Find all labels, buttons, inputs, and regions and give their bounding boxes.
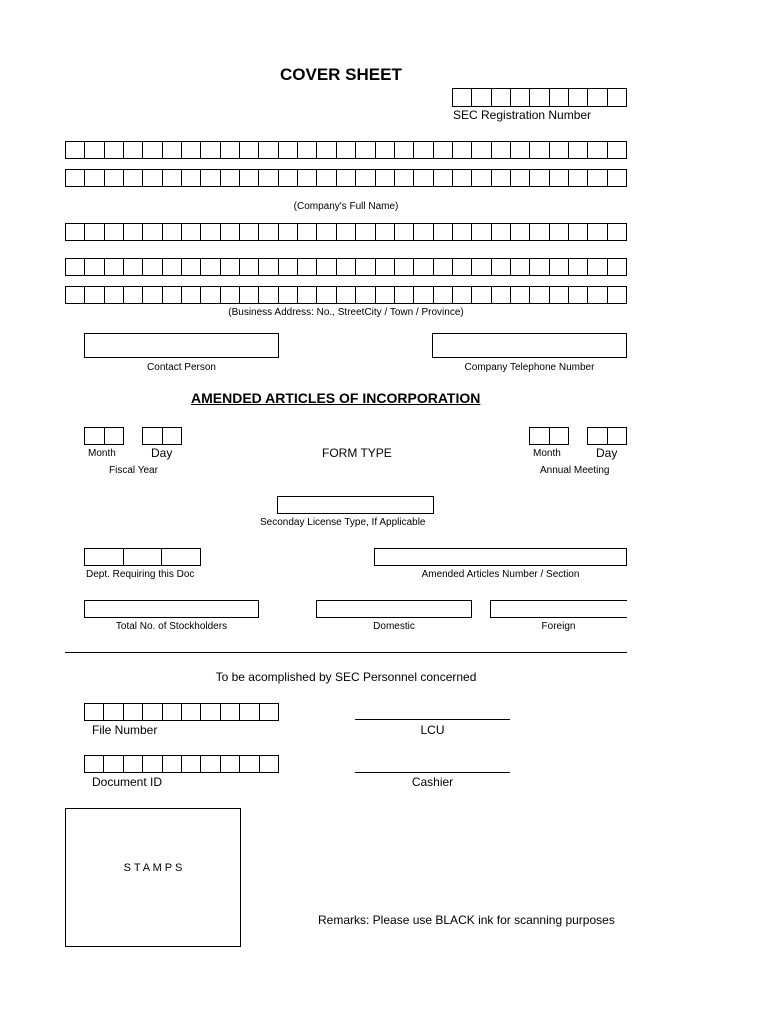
- grid-cell[interactable]: [163, 704, 182, 720]
- form-type-label: FORM TYPE: [322, 446, 392, 460]
- grid-cell[interactable]: [434, 142, 453, 158]
- grid-cell[interactable]: [492, 224, 511, 240]
- grid-cell[interactable]: [259, 259, 278, 275]
- grid-cell[interactable]: [279, 287, 298, 303]
- grid-cell[interactable]: [414, 142, 433, 158]
- grid-cell[interactable]: [105, 142, 124, 158]
- grid-cell[interactable]: [337, 287, 356, 303]
- company-name-grid-2[interactable]: [65, 169, 627, 187]
- sec-registration-label: SEC Registration Number: [453, 108, 592, 122]
- grid-cell[interactable]: [550, 224, 569, 240]
- grid-cell[interactable]: [298, 259, 317, 275]
- lcu-signature-line[interactable]: [355, 719, 510, 720]
- grid-cell[interactable]: [279, 224, 298, 240]
- grid-cell[interactable]: [414, 224, 433, 240]
- grid-cell[interactable]: [182, 170, 201, 186]
- grid-cell[interactable]: [105, 287, 124, 303]
- annual-day-label: Day: [596, 446, 618, 460]
- grid-cell[interactable]: [85, 142, 104, 158]
- company-telephone-label: Company Telephone Number: [464, 362, 595, 373]
- grid-cell[interactable]: [124, 224, 143, 240]
- grid-cell[interactable]: [492, 142, 511, 158]
- fiscal-month-label: Month: [88, 448, 116, 459]
- grid-cell[interactable]: [511, 170, 530, 186]
- fiscal-day-grid[interactable]: [142, 427, 182, 445]
- grid-cell[interactable]: [337, 170, 356, 186]
- grid-cell[interactable]: [221, 224, 240, 240]
- grid-cell[interactable]: [395, 170, 414, 186]
- grid-cell[interactable]: [163, 428, 182, 444]
- company-name-label: (Company's Full Name): [293, 201, 399, 212]
- grid-cell[interactable]: [143, 704, 162, 720]
- grid-cell[interactable]: [201, 704, 220, 720]
- grid-cell[interactable]: [588, 142, 607, 158]
- grid-cell[interactable]: [85, 170, 104, 186]
- grid-cell[interactable]: [453, 170, 472, 186]
- grid-cell[interactable]: [298, 224, 317, 240]
- stockholders-label: Total No. of Stockholders: [115, 621, 228, 632]
- grid-cell[interactable]: [588, 89, 607, 106]
- grid-cell[interactable]: [511, 259, 530, 275]
- grid-cell[interactable]: [182, 287, 201, 303]
- grid-cell[interactable]: [569, 259, 588, 275]
- grid-cell[interactable]: [201, 224, 220, 240]
- grid-cell[interactable]: [259, 224, 278, 240]
- fiscal-month-grid[interactable]: [84, 427, 124, 445]
- grid-cell[interactable]: [298, 142, 317, 158]
- grid-cell[interactable]: [143, 428, 163, 444]
- grid-cell[interactable]: [588, 259, 607, 275]
- stamps-box: [65, 808, 241, 947]
- grid-cell[interactable]: [201, 170, 220, 186]
- grid-cell[interactable]: [124, 259, 143, 275]
- grid-cell[interactable]: [472, 170, 491, 186]
- business-address-grid-1[interactable]: [65, 223, 627, 241]
- file-number-grid[interactable]: [84, 703, 279, 721]
- grid-cell[interactable]: [569, 89, 588, 106]
- grid-cell[interactable]: [530, 428, 550, 444]
- grid-cell[interactable]: [414, 259, 433, 275]
- document-id-grid[interactable]: [84, 755, 279, 773]
- amended-articles-label: Amended Articles Number / Section: [421, 569, 580, 580]
- grid-cell[interactable]: [472, 259, 491, 275]
- grid-cell[interactable]: [530, 259, 549, 275]
- grid-cell[interactable]: [163, 224, 182, 240]
- grid-cell[interactable]: [569, 170, 588, 186]
- annual-month-grid[interactable]: [529, 427, 569, 445]
- grid-cell[interactable]: [511, 224, 530, 240]
- file-number-label: File Number: [92, 723, 158, 737]
- grid-cell[interactable]: [453, 287, 472, 303]
- grid-cell[interactable]: [105, 170, 124, 186]
- fiscal-year-label: Fiscal Year: [109, 465, 158, 476]
- grid-cell[interactable]: [492, 170, 511, 186]
- dept-grid[interactable]: [84, 548, 201, 566]
- grid-cell[interactable]: [279, 142, 298, 158]
- grid-cell[interactable]: [143, 142, 162, 158]
- grid-cell[interactable]: [588, 170, 607, 186]
- grid-cell[interactable]: [85, 224, 104, 240]
- grid-cell[interactable]: [434, 259, 453, 275]
- grid-cell[interactable]: [298, 287, 317, 303]
- grid-cell[interactable]: [492, 89, 511, 106]
- grid-cell[interactable]: [356, 259, 375, 275]
- contact-person-field[interactable]: [84, 333, 279, 358]
- grid-cell[interactable]: [550, 142, 569, 158]
- grid-cell[interactable]: [221, 704, 240, 720]
- contact-person-label: Contact Person: [147, 362, 216, 373]
- grid-cell[interactable]: [395, 142, 414, 158]
- grid-cell[interactable]: [240, 224, 259, 240]
- document-id-label: Document ID: [92, 775, 163, 789]
- grid-cell[interactable]: [356, 170, 375, 186]
- grid-cell[interactable]: [240, 142, 259, 158]
- foreign-field[interactable]: [490, 600, 627, 618]
- company-name-grid-1[interactable]: [65, 141, 627, 159]
- grid-cell[interactable]: [569, 224, 588, 240]
- grid-cell[interactable]: [395, 224, 414, 240]
- grid-cell[interactable]: [453, 89, 472, 106]
- grid-cell[interactable]: [85, 549, 124, 565]
- grid-cell[interactable]: [588, 428, 608, 444]
- grid-cell[interactable]: [143, 259, 162, 275]
- secondary-license-field[interactable]: [277, 496, 434, 514]
- grid-cell[interactable]: [182, 756, 201, 772]
- annual-month-label: Month: [533, 448, 561, 459]
- grid-cell[interactable]: [608, 170, 626, 186]
- amended-articles-field[interactable]: [374, 548, 627, 566]
- sec-personnel-heading: To be acomplished by SEC Personnel concerned: [215, 670, 477, 684]
- grid-cell[interactable]: [66, 170, 85, 186]
- grid-cell[interactable]: [434, 287, 453, 303]
- fiscal-day-label: Day: [151, 446, 173, 460]
- grid-cell[interactable]: [511, 142, 530, 158]
- stamps-label: S T A M P S: [123, 862, 183, 874]
- grid-cell[interactable]: [434, 224, 453, 240]
- grid-cell[interactable]: [608, 428, 627, 444]
- foreign-label: Foreign: [541, 621, 576, 632]
- grid-cell[interactable]: [453, 259, 472, 275]
- secondary-license-label: Seconday License Type, If Applicable: [260, 517, 426, 528]
- grid-cell[interactable]: [530, 142, 549, 158]
- grid-cell[interactable]: [395, 287, 414, 303]
- grid-cell[interactable]: [279, 259, 298, 275]
- business-address-grid-2[interactable]: [65, 258, 627, 276]
- grid-cell[interactable]: [143, 224, 162, 240]
- grid-cell[interactable]: [201, 142, 220, 158]
- grid-cell[interactable]: [472, 89, 491, 106]
- grid-cell[interactable]: [550, 287, 569, 303]
- divider: [65, 652, 627, 653]
- grid-cell[interactable]: [550, 89, 569, 106]
- grid-cell[interactable]: [608, 224, 626, 240]
- grid-cell[interactable]: [492, 259, 511, 275]
- grid-cell[interactable]: [376, 287, 395, 303]
- grid-cell[interactable]: [317, 142, 336, 158]
- grid-cell[interactable]: [163, 756, 182, 772]
- grid-cell[interactable]: [143, 756, 162, 772]
- grid-cell[interactable]: [472, 142, 491, 158]
- grid-cell[interactable]: [201, 287, 220, 303]
- grid-cell[interactable]: [259, 142, 278, 158]
- grid-cell[interactable]: [298, 170, 317, 186]
- grid-cell[interactable]: [124, 549, 163, 565]
- grid-cell[interactable]: [260, 704, 278, 720]
- grid-cell[interactable]: [85, 704, 104, 720]
- grid-cell[interactable]: [259, 287, 278, 303]
- section-heading: AMENDED ARTICLES OF INCORPORATION: [191, 390, 481, 406]
- grid-cell[interactable]: [608, 89, 626, 106]
- business-address-label: (Business Address: No., StreetCity / Town / Province): [228, 307, 464, 318]
- grid-cell[interactable]: [608, 142, 626, 158]
- annual-meeting-label: Annual Meeting: [540, 465, 610, 476]
- domestic-field[interactable]: [316, 600, 472, 618]
- grid-cell[interactable]: [376, 224, 395, 240]
- grid-cell[interactable]: [104, 704, 123, 720]
- grid-cell[interactable]: [395, 259, 414, 275]
- grid-cell[interactable]: [85, 259, 104, 275]
- grid-cell[interactable]: [260, 756, 278, 772]
- grid-cell[interactable]: [530, 287, 549, 303]
- grid-cell[interactable]: [240, 259, 259, 275]
- grid-cell[interactable]: [221, 259, 240, 275]
- grid-cell[interactable]: [453, 224, 472, 240]
- grid-cell[interactable]: [376, 170, 395, 186]
- grid-cell[interactable]: [550, 428, 569, 444]
- grid-cell[interactable]: [356, 142, 375, 158]
- grid-cell[interactable]: [105, 259, 124, 275]
- grid-cell[interactable]: [530, 170, 549, 186]
- grid-cell[interactable]: [66, 259, 85, 275]
- grid-cell[interactable]: [317, 259, 336, 275]
- grid-cell[interactable]: [221, 142, 240, 158]
- grid-cell[interactable]: [240, 287, 259, 303]
- grid-cell[interactable]: [376, 142, 395, 158]
- grid-cell[interactable]: [608, 287, 626, 303]
- grid-cell[interactable]: [104, 756, 123, 772]
- grid-cell[interactable]: [162, 549, 200, 565]
- grid-cell[interactable]: [124, 287, 143, 303]
- grid-cell[interactable]: [511, 287, 530, 303]
- grid-cell[interactable]: [66, 287, 85, 303]
- business-address-grid-3[interactable]: [65, 286, 627, 304]
- grid-cell[interactable]: [530, 89, 549, 106]
- grid-cell[interactable]: [414, 287, 433, 303]
- grid-cell[interactable]: [259, 170, 278, 186]
- grid-cell[interactable]: [356, 287, 375, 303]
- grid-cell[interactable]: [588, 224, 607, 240]
- grid-cell[interactable]: [317, 287, 336, 303]
- grid-cell[interactable]: [66, 224, 85, 240]
- grid-cell[interactable]: [143, 287, 162, 303]
- grid-cell[interactable]: [66, 142, 85, 158]
- cashier-label: Cashier: [411, 775, 454, 789]
- grid-cell[interactable]: [511, 89, 530, 106]
- grid-cell[interactable]: [124, 704, 143, 720]
- grid-cell[interactable]: [85, 756, 104, 772]
- grid-cell[interactable]: [85, 428, 105, 444]
- grid-cell[interactable]: [182, 259, 201, 275]
- grid-cell[interactable]: [182, 224, 201, 240]
- grid-cell[interactable]: [317, 170, 336, 186]
- grid-cell[interactable]: [414, 170, 433, 186]
- grid-cell[interactable]: [240, 756, 259, 772]
- grid-cell[interactable]: [201, 756, 220, 772]
- page-title: COVER SHEET: [280, 65, 402, 84]
- grid-cell[interactable]: [376, 259, 395, 275]
- grid-cell[interactable]: [163, 142, 182, 158]
- grid-cell[interactable]: [472, 287, 491, 303]
- grid-cell[interactable]: [124, 170, 143, 186]
- grid-cell[interactable]: [221, 287, 240, 303]
- sec-registration-grid[interactable]: [452, 88, 627, 107]
- dept-label: Dept. Requiring this Doc: [86, 569, 195, 580]
- grid-cell[interactable]: [317, 224, 336, 240]
- grid-cell[interactable]: [569, 142, 588, 158]
- grid-cell[interactable]: [240, 704, 259, 720]
- grid-cell[interactable]: [163, 287, 182, 303]
- grid-cell[interactable]: [240, 170, 259, 186]
- grid-cell[interactable]: [182, 142, 201, 158]
- grid-cell[interactable]: [201, 259, 220, 275]
- grid-cell[interactable]: [85, 287, 104, 303]
- grid-cell[interactable]: [105, 224, 124, 240]
- grid-cell[interactable]: [124, 142, 143, 158]
- cashier-signature-line[interactable]: [355, 772, 510, 773]
- grid-cell[interactable]: [143, 170, 162, 186]
- stockholders-field[interactable]: [84, 600, 259, 618]
- domestic-label: Domestic: [373, 621, 415, 632]
- grid-cell[interactable]: [337, 142, 356, 158]
- grid-cell[interactable]: [588, 287, 607, 303]
- grid-cell[interactable]: [608, 259, 626, 275]
- grid-cell[interactable]: [356, 224, 375, 240]
- grid-cell[interactable]: [124, 756, 143, 772]
- grid-cell[interactable]: [492, 287, 511, 303]
- grid-cell[interactable]: [221, 170, 240, 186]
- grid-cell[interactable]: [337, 259, 356, 275]
- company-telephone-field[interactable]: [432, 333, 627, 358]
- grid-cell[interactable]: [530, 224, 549, 240]
- lcu-label: LCU: [420, 723, 445, 737]
- grid-cell[interactable]: [569, 287, 588, 303]
- remarks: Remarks: Please use BLACK ink for scanning purposes: [318, 913, 615, 927]
- grid-cell[interactable]: [550, 170, 569, 186]
- grid-cell[interactable]: [472, 224, 491, 240]
- annual-day-grid[interactable]: [587, 427, 627, 445]
- grid-cell[interactable]: [279, 170, 298, 186]
- grid-cell[interactable]: [221, 756, 240, 772]
- grid-cell[interactable]: [550, 259, 569, 275]
- grid-cell[interactable]: [163, 170, 182, 186]
- grid-cell[interactable]: [182, 704, 201, 720]
- grid-cell[interactable]: [163, 259, 182, 275]
- grid-cell[interactable]: [337, 224, 356, 240]
- grid-cell[interactable]: [434, 170, 453, 186]
- grid-cell[interactable]: [453, 142, 472, 158]
- grid-cell[interactable]: [105, 428, 124, 444]
